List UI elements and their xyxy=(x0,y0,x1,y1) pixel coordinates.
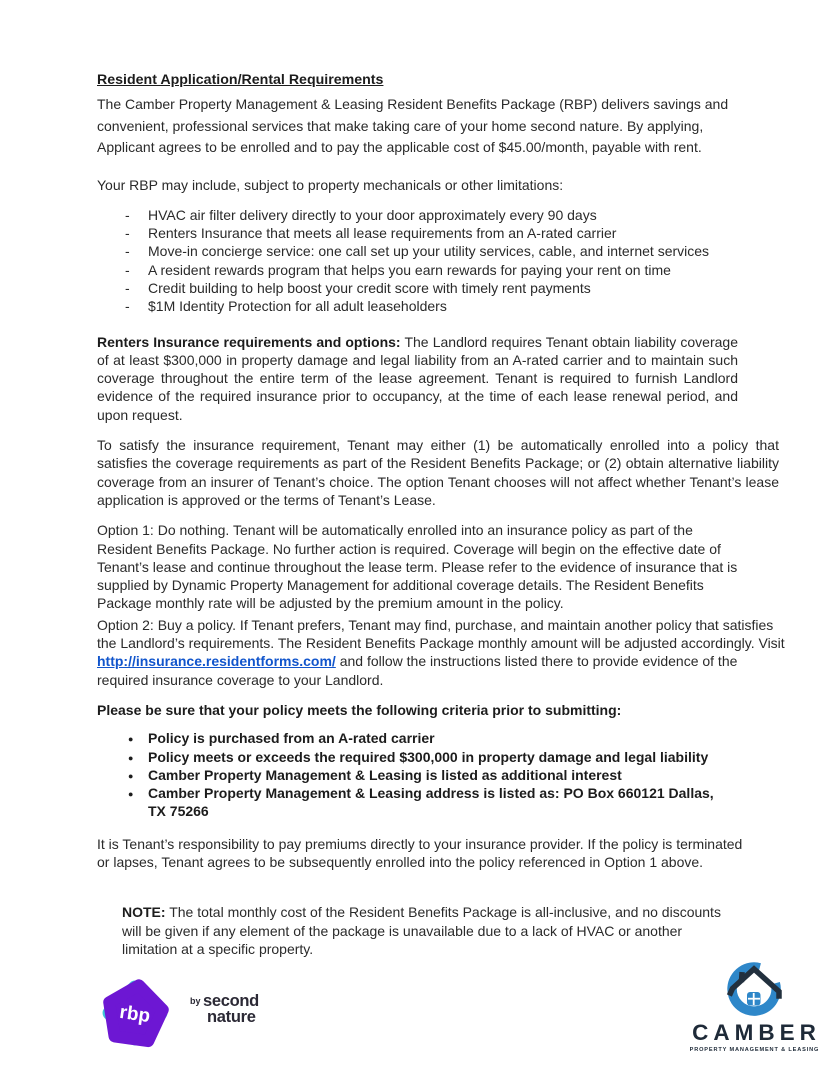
list-item: - $1M Identity Protection for all adult leaseholders xyxy=(125,297,765,315)
note-label: NOTE: xyxy=(122,904,166,921)
brand-line: nature xyxy=(207,1007,256,1026)
second-nature-wordmark xyxy=(190,994,259,1025)
renters-insurance-text: The Landlord requires Tenant obtain liability coverage of at least $300,000 in property damage and legal liability from an A-rated carrier and to maintain such coverage throughout the entire term of the lease agreement. Tenant is required to furnish Landlord evidence of the required insurance prior to occupancy, at the time of each lease renewal period, and upon request. xyxy=(97,333,738,423)
list-item: ● Policy is purchased from an A-rated carrier xyxy=(128,729,728,747)
list-item: - HVAC air filter delivery directly to your door approximately every 90 days xyxy=(125,206,765,224)
camber-wordmark: CAMBER xyxy=(692,1020,821,1045)
list-item: - Credit building to help boost your credit score with timely rent payments xyxy=(125,279,765,297)
renters-insurance-paragraph xyxy=(97,333,738,424)
document-content xyxy=(97,72,797,958)
list-item: - Move-in concierge service: one call set up your utility services, cable, and internet services xyxy=(125,242,765,260)
rbp-logo xyxy=(98,976,308,1048)
list-item: ● Camber Property Management & Leasing is listed as additional interest xyxy=(128,766,728,784)
responsibility-paragraph: It is Tenant’s responsibility to pay premiums directly to your insurance provider. If the policy is terminated or lapses, Tenant agrees to be subsequently enrolled into the policy referenced in Option 1 above. xyxy=(97,835,743,870)
criteria-heading: Please be sure that your policy meets the following criteria prior to submitting: xyxy=(97,701,622,718)
policy-criteria-list xyxy=(128,729,728,820)
intro-paragraph: The Camber Property Management & Leasing Resident Benefits Package (RBP) delivers savings and convenient, professional services that make taking care of your home second nature. By applying, Applicant agrees to be enrolled and to pay the applicable cost of $45.00/month, payable with rent. xyxy=(97,96,729,155)
camber-house-icon xyxy=(694,962,814,1020)
list-item: ● Camber Property Management & Leasing address is listed as: PO Box 660121 Dallas, TX 75266 xyxy=(128,784,728,821)
document-title: Resident Application/Rental Requirements xyxy=(97,72,384,88)
renters-insurance-label: Renters Insurance requirements and options: xyxy=(97,333,401,350)
option1-paragraph: Option 1: Do nothing. Tenant will be automatically enrolled into an insurance policy as part of the Resident Benefits Package. No further action is required. Coverage will begin on the effective date of Tenant’s lease and continue throughout the lease term. Please refer to the evidence of insurance that is supplied by Dynamic Property Management for additional coverage details. The Resident Benefits Package monthly rate will be adjusted by the premium amount in the policy. xyxy=(97,522,738,612)
list-item: - Renters Insurance that meets all lease requirements from an A-rated carrier xyxy=(125,224,765,242)
rbp-include-line: Your RBP may include, subject to property mechanicals or other limitations: xyxy=(97,176,564,193)
note-text: The total monthly cost of the Resident Benefits Package is all-inclusive, and no discounts will be given if any element of the package is unavailable due to a lack of HVAC or another limitation at a specific property. xyxy=(122,904,721,957)
insurance-portal-link[interactable]: http://insurance.residentforms.com/ xyxy=(97,653,336,670)
svg-text:rbp: rbp xyxy=(118,1001,152,1028)
rbp-badge-icon xyxy=(98,976,173,1048)
option2-paragraph xyxy=(97,616,785,689)
option2-text-after: and follow the instructions listed there to provide evidence of the required insurance coverage to your Landlord. xyxy=(97,653,738,688)
by-label: by xyxy=(190,996,201,1006)
note-paragraph xyxy=(122,903,738,958)
list-item: ● Policy meets or exceeds the required $300,000 in property damage and legal liability xyxy=(128,748,728,766)
list-item: - A resident rewards program that helps you earn rewards for paying your rent on time xyxy=(125,261,765,279)
brand-line: second xyxy=(203,992,259,1010)
camber-tagline: PROPERTY MANAGEMENT & LEASING xyxy=(689,1047,820,1053)
camber-logo xyxy=(674,962,834,1053)
option2-text-before: Option 2: Buy a policy. If Tenant prefers, Tenant may find, purchase, and maintain another policy that satisfies the Landlord’s requirements. The Resident Benefits Package monthly amount will be adjusted accordingly. Visit xyxy=(97,616,785,652)
rbp-benefits-list xyxy=(125,206,765,316)
satisfy-requirement-paragraph: To satisfy the insurance requirement, Tenant may either (1) be automatically enrolled into a policy that satisfies the coverage requirements as part of the Resident Benefits Package; or (2) obtain alternative liability coverage from an insurer of Tenant’s choice. The option Tenant chooses will not affect whether Tenant’s lease application is approved or the terms of Tenant’s Lease. xyxy=(97,437,779,508)
